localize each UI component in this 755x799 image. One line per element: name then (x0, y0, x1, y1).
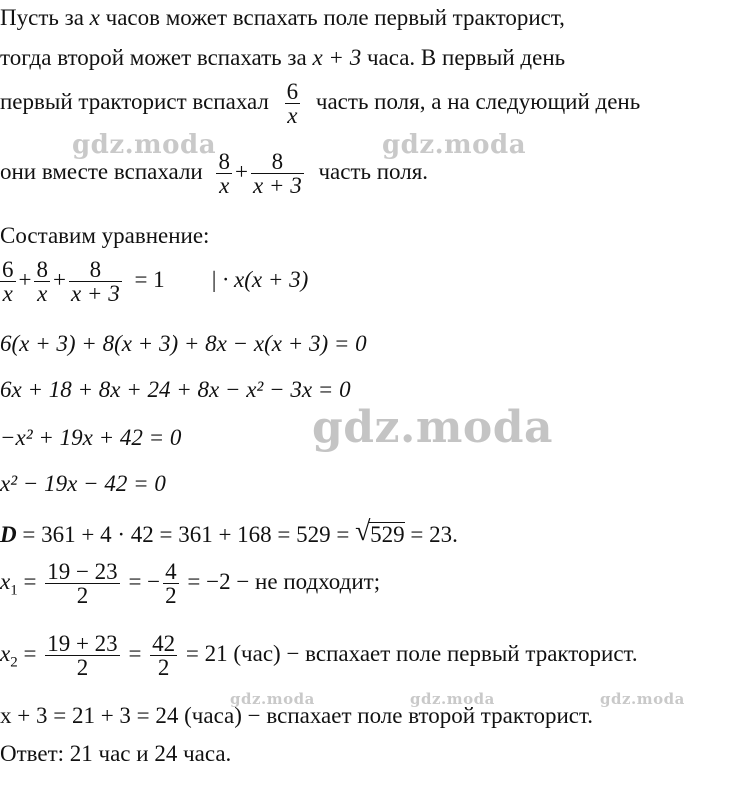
text-segment: Пусть за (0, 5, 90, 30)
discriminant-line (0, 516, 458, 547)
equals-rhs: = 1 (134, 266, 165, 292)
fraction-denominator: x + 3 (70, 281, 120, 306)
fraction (0, 258, 16, 305)
watermark: gdz.moda (600, 690, 685, 708)
fraction-numerator: 4 (165, 559, 177, 584)
fraction (251, 150, 304, 197)
fraction (69, 258, 122, 305)
text-segment: = −2 − не подходит; (181, 568, 381, 594)
fraction (285, 80, 301, 127)
fraction (34, 258, 50, 305)
fraction (216, 150, 232, 197)
fraction-numerator: 8 (218, 149, 230, 174)
watermark: gdz.moda (312, 402, 554, 453)
watermark: gdz.moda (410, 690, 495, 708)
radicand: 529 (370, 522, 405, 547)
fraction-numerator: 42 (152, 631, 176, 656)
discriminant-label: D (0, 522, 17, 547)
root-1-line (0, 560, 380, 607)
fraction (150, 632, 177, 679)
text-segment: = 21 (час) − вспахает поле первый тракторист. (180, 640, 638, 666)
root-subscript: 1 (10, 582, 18, 599)
radical-icon: √ (355, 516, 371, 547)
math-expression: = − (122, 568, 161, 594)
fraction-numerator: 8 (89, 257, 102, 282)
math-expression: = 361 + 4 · 42 = 361 + 168 = 529 = (16, 522, 356, 547)
equals-sign: = (17, 640, 43, 666)
plus-sign: + (234, 158, 248, 184)
fraction-numerator: 19 + 23 (47, 631, 118, 656)
equation-line-5: x² − 19x − 42 = 0 (0, 471, 166, 496)
fraction-denominator: x + 3 (252, 173, 302, 198)
root-2-line (0, 632, 638, 679)
text-segment: первый тракторист вспахал (0, 88, 269, 114)
fraction-numerator: 8 (271, 149, 284, 174)
watermark: gdz.moda (72, 130, 217, 160)
watermark: gdz.moda (230, 690, 315, 708)
equation-line-3: 6x + 18 + 8x + 24 + 8x − x² − 3x = 0 (0, 377, 351, 402)
fraction-numerator: 6 (2, 257, 14, 282)
second-tractorist-line: x + 3 = 21 + 3 = 24 (часа) − вспахает поле второй тракторист. (0, 703, 594, 728)
text-segment: часов может вспахать поле первый тракторист, (99, 5, 565, 30)
fraction (45, 632, 119, 679)
text-segment: часа. В первый день (361, 45, 566, 70)
equation-line-2: 6(x + 3) + 8(x + 3) + 8x − x(x + 3) = 0 (0, 331, 367, 356)
equals-sign: = (17, 568, 43, 594)
intro-line-2 (0, 46, 565, 69)
text-segment: часть поля. (318, 158, 429, 184)
plus-sign: + (52, 266, 66, 292)
fraction-denominator: x (34, 281, 50, 305)
equals-sign: = (122, 640, 148, 666)
fraction-denominator: 2 (165, 583, 177, 608)
square-root (355, 516, 405, 547)
fraction-numerator: 19 − 23 (47, 559, 118, 584)
text-segment: они вместе вспахали (0, 158, 203, 184)
fraction-numerator: 6 (286, 79, 299, 104)
fraction-denominator: 2 (150, 655, 177, 679)
root-label: x (0, 640, 11, 666)
root-label: x (0, 568, 11, 594)
fraction-denominator: x (216, 173, 232, 197)
root-subscript: 2 (10, 654, 18, 671)
watermark: gdz.moda (382, 130, 527, 160)
text-segment: тогда второй может вспахать за (0, 45, 313, 70)
fraction-numerator: 8 (36, 257, 48, 282)
intro-line-3 (0, 80, 640, 127)
fraction (163, 560, 179, 607)
equation-intro: Составим уравнение: (0, 223, 210, 248)
multiplier-note: | · x(x + 3) (210, 266, 309, 292)
plus-sign: + (18, 266, 32, 292)
equation-fractions (0, 258, 308, 305)
fraction (45, 560, 119, 607)
fraction-denominator: x (285, 103, 301, 127)
math-expression: x + 3 (312, 45, 362, 70)
text-segment: часть поля, а на следующий день (315, 88, 641, 114)
intro-line-1 (0, 6, 565, 29)
fraction-denominator: 2 (45, 655, 119, 679)
answer-line: Ответ: 21 час и 24 часа. (0, 741, 232, 766)
variable-x: x (89, 5, 100, 30)
math-result: = 23. (404, 522, 458, 547)
fraction-denominator: 2 (45, 583, 119, 607)
equation-line-4: −x² + 19x + 42 = 0 (0, 425, 182, 450)
fraction-denominator: x (0, 281, 16, 305)
